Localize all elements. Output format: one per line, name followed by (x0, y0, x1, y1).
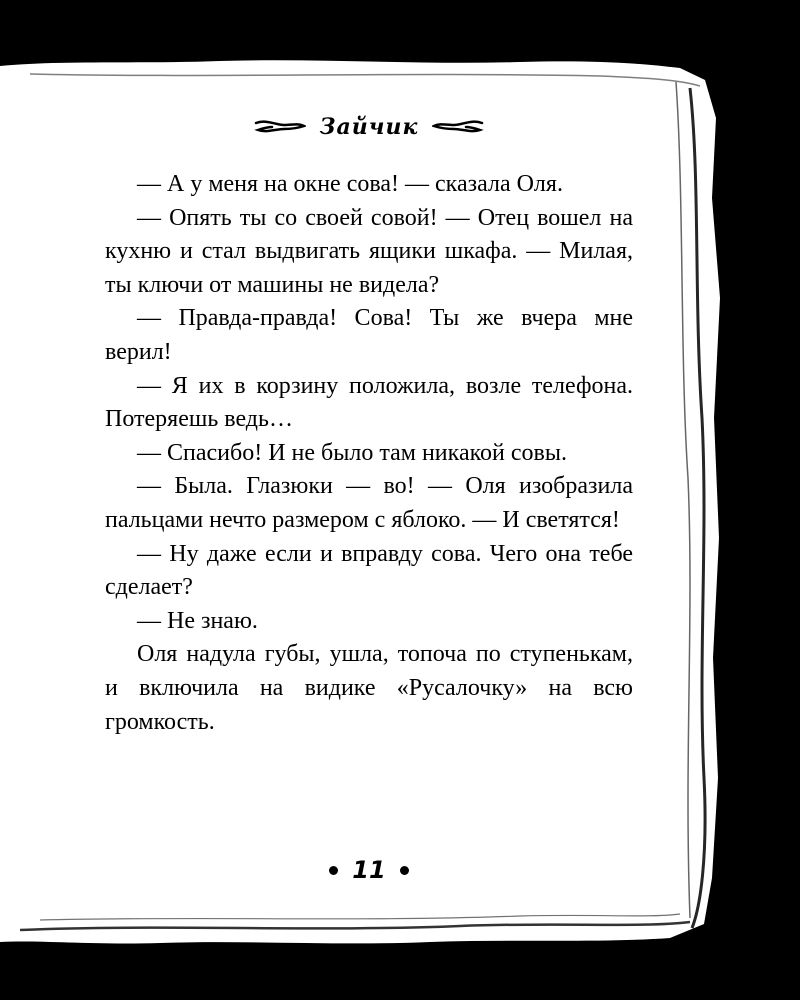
running-header (0, 107, 738, 147)
paragraph: — Была. Глазюки — во! — Оля изобразила пальцами нечто размером с яблоко. — И светятся! (105, 473, 633, 533)
paragraph: — А у меня на окне сова! — сказала Оля. (137, 171, 563, 197)
page-header-title: Зайчик (319, 114, 419, 140)
page-number-text: 11 (352, 856, 386, 884)
story-text (105, 168, 633, 739)
paragraph: — Я их в корзину положила, возле телефона. Потеряешь ведь… (105, 372, 633, 433)
paragraph: — Спасибо! И не было там никакой совы. (137, 439, 567, 466)
bullet-left-icon (329, 866, 338, 875)
paragraph: — Ну даже если и вправду сова. Чего она тебе сделает? (105, 540, 633, 601)
paragraph: — Правда-правда! Сова! Ты же вчера мне верил! (105, 305, 633, 365)
swash-left-icon (254, 117, 306, 137)
swash-right-icon (432, 117, 484, 137)
paragraph: — Не знаю. (137, 607, 258, 634)
paragraph: Оля надула губы, ушла, топоча по ступенькам, и включила на видике «Русалочку» на всю громкость. (105, 641, 633, 735)
paragraph: — Опять ты со своей совой! — Отец вошел на кухню и стал выдвигать ящики шкафа. — Милая, ты ключи от машины не видела? (105, 204, 633, 298)
page-number (0, 852, 738, 888)
bullet-right-icon (400, 866, 409, 875)
